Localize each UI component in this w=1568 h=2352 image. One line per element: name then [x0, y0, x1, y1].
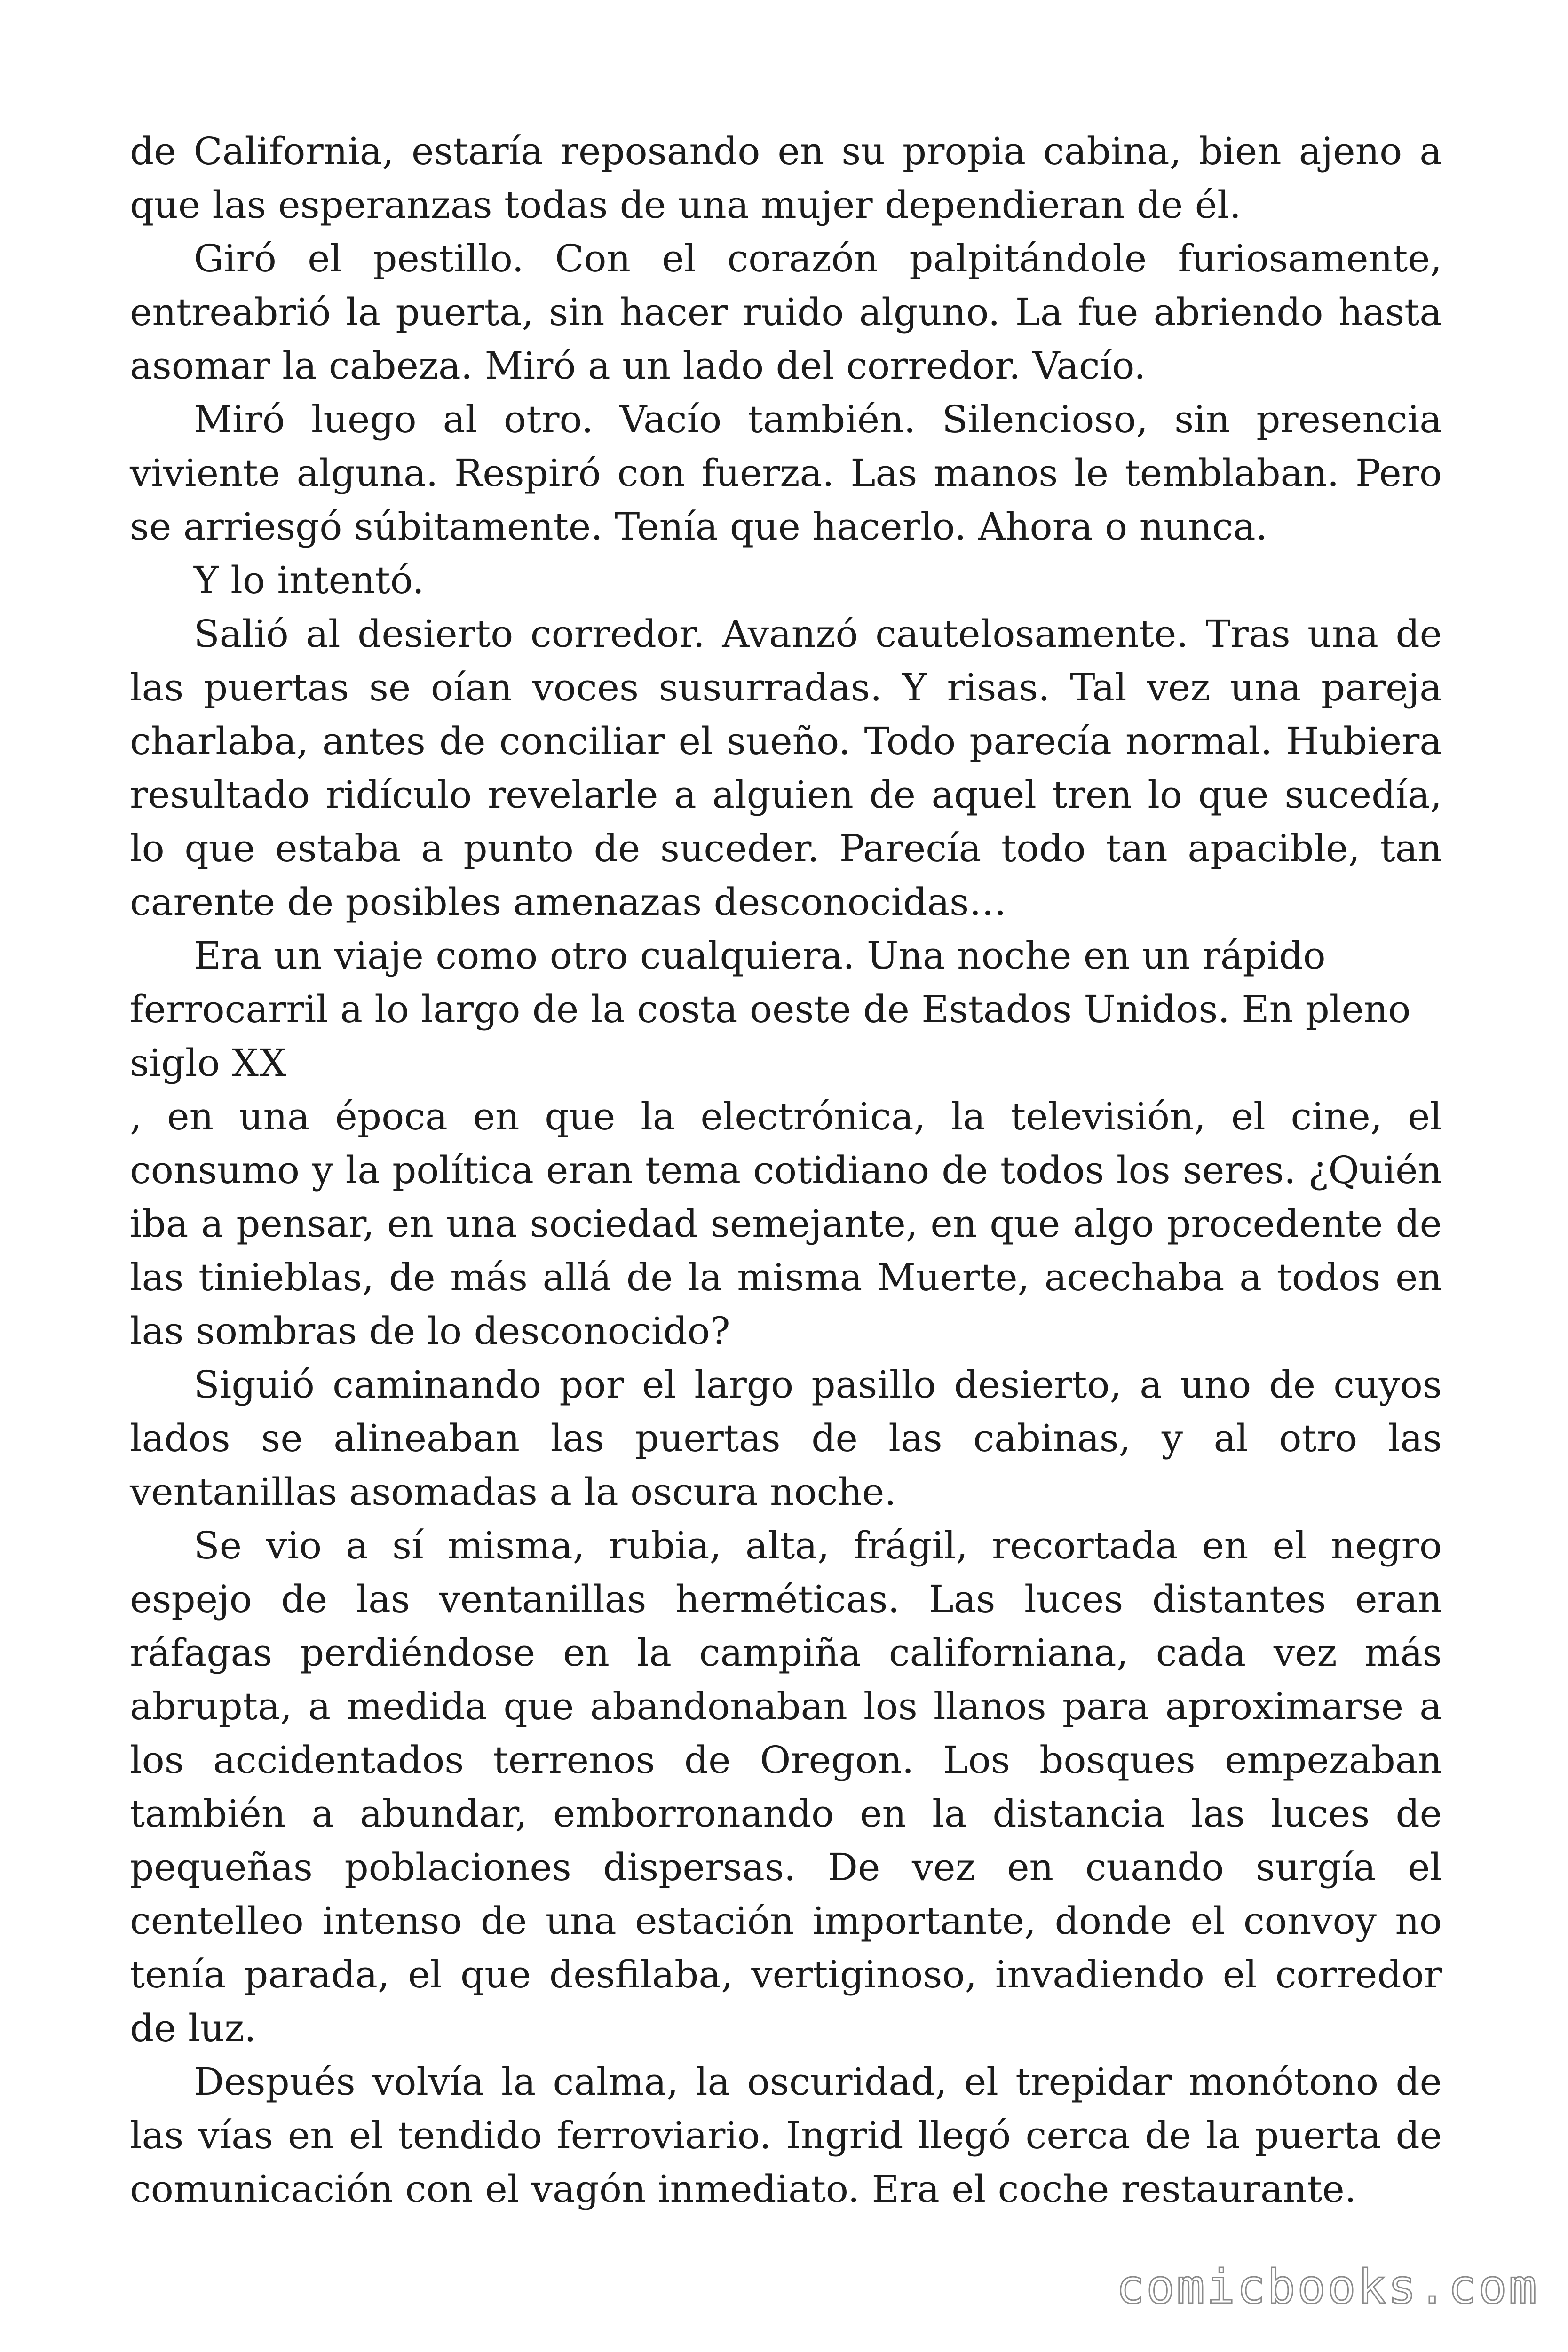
paragraph-5: Salió al desierto corredor. Avanzó cautelosamente. Tras una de las puertas se oían voces susurradas. Y risas. Tal vez una pareja charlaba, antes de conciliar el sueño. Todo parecía normal. Hubiera resultado ridículo revelarle a alguien de aquel tren lo que sucedía, lo que estaba a punto de suceder. Parecía todo tan apacible, tan carente de posibles amenazas desconocidas… [130, 612, 1442, 924]
paragraph-10: Después volvía la calma, la oscuridad, el trepidar monótono de las vías en el tendido ferroviario. Ingrid llegó cerca de la puerta de comunicación con el vagón inmediato. Era el coche restaurante. [130, 2060, 1442, 2211]
paragraph-6 [130, 929, 1442, 1090]
paragraph-4: Y lo intentó. [194, 558, 424, 602]
paragraph-7: , en una época en que la electrónica, la televisión, el cine, el consumo y la política eran tema cotidiano de todos los seres. ¿Quién iba a pensar, en una sociedad semejante, en que algo procedente de las tinieblas, de más allá de la misma Muerte, acechaba a todos en las sombras de lo desconocido? [130, 1095, 1442, 1353]
watermark: comicbooks.com [1116, 2259, 1539, 2314]
paragraph-6-text: Era un viaje como otro cualquiera. Una noche en un rápido ferrocarril a lo largo de la costa oeste de Estados Unidos. En pleno siglo [130, 934, 1411, 1085]
paragraph-8: Siguió caminando por el largo pasillo desierto, a uno de cuyos lados se alineaban las puertas de las cabinas, y al otro las ventanillas asomadas a la oscura noche. [130, 1363, 1442, 1514]
paragraph-2: Giró el pestillo. Con el corazón palpitándole furiosamente, entreabrió la puerta, sin hacer ruido alguno. La fue abriendo hasta asomar la cabeza. Miró a un lado del corredor. Vacío. [130, 237, 1442, 388]
paragraph-9: Se vio a sí misma, rubia, alta, frágil, recortada en el negro espejo de las ventanillas herméticas. Las luces distantes eran ráfagas perdiéndose en la campiña californiana, cada vez más abrupta, a medida que abandonaban los llanos para aproximarse a los accidentados terrenos de Oregon. Los bosques empezaban también a abundar, emborronando en la distancia las luces de pequeñas poblaciones dispersas. De vez en cuando surgía el centelleo intenso de una estación importante, donde el convoy no tenía parada, el que desfilaba, vertiginoso, invadiendo el corredor de luz. [130, 1524, 1442, 2050]
paragraph-1: de California, estaría reposando en su propia cabina, bien ajeno a que las esperanzas todas de una mujer dependieran de él. [130, 129, 1442, 227]
century-numeral: XX [232, 1041, 287, 1085]
paragraph-3: Miró luego al otro. Vacío también. Silencioso, sin presencia viviente alguna. Respiró con fuerza. Las manos le temblaban. Pero se arriesgó súbitamente. Tenía que hacerlo. Ahora o nunca. [130, 397, 1442, 548]
body-text [130, 125, 1442, 2216]
